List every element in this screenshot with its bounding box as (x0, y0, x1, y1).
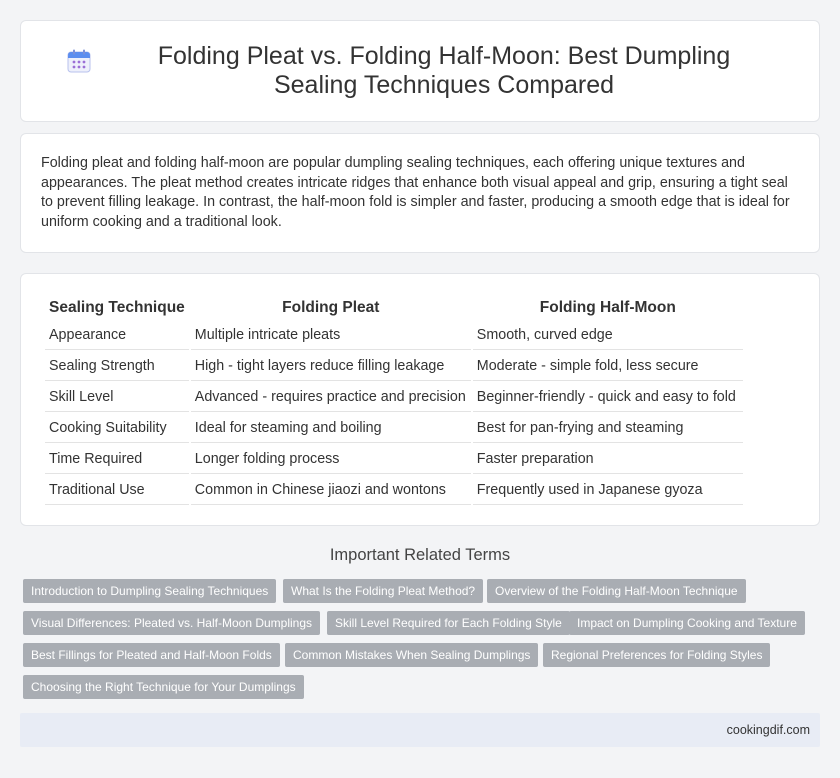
related-term-link[interactable]: Visual Differences: Pleated vs. Half-Moon Dumplings (23, 611, 320, 635)
page-title: Folding Pleat vs. Folding Half-Moon: Best Dumpling Sealing Techniques Compared (157, 42, 731, 99)
table-row (45, 352, 743, 381)
half-moon-cell: Beginner-friendly - quick and easy to fold (473, 383, 743, 412)
pleat-cell: Multiple intricate pleats (191, 321, 471, 350)
row-label: Skill Level (45, 383, 189, 412)
related-term-link[interactable]: Impact on Dumpling Cooking and Texture (569, 611, 805, 635)
half-moon-cell: Frequently used in Japanese gyoza (473, 476, 743, 505)
table-row (45, 414, 743, 443)
pleat-cell: Ideal for steaming and boiling (191, 414, 471, 443)
table-header-row (45, 298, 743, 319)
header-card (20, 20, 820, 122)
row-label: Appearance (45, 321, 189, 350)
intro-card (20, 133, 820, 253)
related-term-link[interactable]: Choosing the Right Technique for Your Dumplings (23, 675, 304, 699)
pleat-cell: Longer folding process (191, 445, 471, 474)
row-label: Time Required (45, 445, 189, 474)
calendar-icon (66, 48, 92, 74)
related-term-link[interactable]: Best Fillings for Pleated and Half-Moon Folds (23, 643, 280, 667)
table-row (45, 383, 743, 412)
pleat-cell: Advanced - requires practice and precision (191, 383, 471, 412)
intro-paragraph: Folding pleat and folding half-moon are popular dumpling sealing techniques, each offering unique textures and appearances. The pleat method creates intricate ridges that enhance both visual appeal and grip, ensuring a tight seal to prevent filling leakage. In contrast, the half-moon fold is simpler and faster, producing a smooth edge that is ideal for uniform cooking and a traditional look. (41, 155, 790, 230)
related-term-link[interactable]: Overview of the Folding Half-Moon Technique (487, 579, 746, 603)
related-term-link[interactable]: Skill Level Required for Each Folding Style (327, 611, 570, 635)
row-label: Cooking Suitability (45, 414, 189, 443)
site-name[interactable]: cookingdif.com (726, 723, 810, 737)
half-moon-cell: Faster preparation (473, 445, 743, 474)
column-header-pleat: Folding Pleat (282, 299, 380, 316)
related-term-link[interactable]: Common Mistakes When Sealing Dumplings (285, 643, 538, 667)
row-label: Sealing Strength (45, 352, 189, 381)
half-moon-cell: Best for pan-frying and steaming (473, 414, 743, 443)
comparison-card (20, 273, 820, 526)
related-term-link[interactable]: What Is the Folding Pleat Method? (283, 579, 483, 603)
table-row (45, 445, 743, 474)
column-header-half-moon: Folding Half-Moon (539, 299, 676, 316)
footer (20, 713, 820, 747)
table-row (45, 476, 743, 505)
row-label: Traditional Use (45, 476, 189, 505)
comparison-table (43, 296, 745, 507)
half-moon-cell: Moderate - simple fold, less secure (473, 352, 743, 381)
half-moon-cell: Smooth, curved edge (473, 321, 743, 350)
related-term-link[interactable]: Regional Preferences for Folding Styles (543, 643, 770, 667)
table-row (45, 321, 743, 350)
related-terms-title: Important Related Terms (329, 546, 511, 564)
related-term-link[interactable]: Introduction to Dumpling Sealing Techniques (23, 579, 276, 603)
pleat-cell: Common in Chinese jiaozi and wontons (191, 476, 471, 505)
pleat-cell: High - tight layers reduce filling leakage (191, 352, 471, 381)
column-header-technique: Sealing Technique (49, 299, 185, 316)
